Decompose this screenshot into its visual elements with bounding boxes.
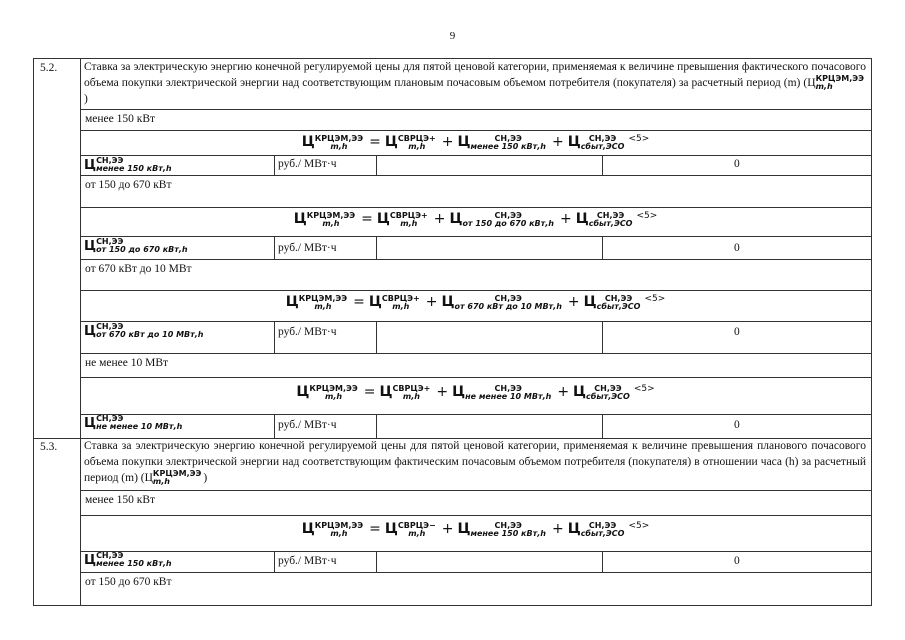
- value-cell: 0: [734, 158, 740, 170]
- unit-cell: руб./ МВт·ч: [278, 555, 337, 567]
- range-label: от 150 до 670 кВт: [85, 576, 172, 588]
- value-cell: 0: [734, 242, 740, 254]
- range-label: менее 150 кВт: [85, 494, 156, 506]
- value-cell: 0: [734, 419, 740, 431]
- section-description: Ставка за электрическую энергию конечной регулируемой цены для пятой ценовой категории, применяемая к величине превышения фактического почасового объема покупки электрической энергии над соответствующим плановым почасовым объемом потребителя (покупателя) за расчетный период (m) (Ц КРЦЭМ,ЭЭ m,h ): [84, 61, 866, 105]
- section-number: 5.2.: [40, 62, 58, 74]
- unit-cell: руб./ МВт·ч: [278, 242, 337, 254]
- range-label: не менее 10 МВт: [85, 357, 169, 369]
- row-symbol: Ц СН,ЭЭ от 670 кВт до 10 МВт,h: [84, 322, 204, 340]
- formula: Ц КРЦЭМ,ЭЭ m,h = Ц СВРЦЭ− m,h + Ц СН,ЭЭ менее 150 кВт,h + Ц СН,ЭЭ сбыт,ЭСО $^{<5>}$: [301, 520, 650, 538]
- row-symbol: Ц СН,ЭЭ менее 150 кВт,h: [84, 156, 172, 174]
- section-description: Ставка за электрическую энергию конечной регулируемой цены для пятой ценовой категории, применяемая к величине превышения планового почасового объема покупки электрической энергии над соответствующим фактическим почасовым объемом потребителя (покупателя) в отношении часа (h) за расчетный период (m) (Ц КРЦЭМ,ЭЭ m,h ): [84, 440, 866, 486]
- value-cell: 0: [734, 555, 740, 567]
- row-symbol: Ц СН,ЭЭ менее 150 кВт,h: [84, 551, 172, 569]
- value-cell: 0: [734, 326, 740, 338]
- row-symbol: Ц СН,ЭЭ не менее 10 МВт,h: [84, 414, 183, 432]
- unit-cell: руб./ МВт·ч: [278, 326, 337, 338]
- range-label: от 150 до 670 кВт: [85, 179, 172, 191]
- formula: Ц КРЦЭМ,ЭЭ m,h = Ц СВРЦЭ+ m,h + Ц СН,ЭЭ от 670 кВт до 10 МВт,h + Ц СН,ЭЭ сбыт,ЭСО $^{<5>}$: [285, 293, 666, 311]
- unit-cell: руб./ МВт·ч: [278, 419, 337, 431]
- formula: Ц КРЦЭМ,ЭЭ m,h = Ц СВРЦЭ+ m,h + Ц СН,ЭЭ не менее 10 МВт,h + Ц СН,ЭЭ сбыт,ЭСО $^{<5>}$: [296, 383, 655, 401]
- formula: Ц КРЦЭМ,ЭЭ m,h = Ц СВРЦЭ+ m,h + Ц СН,ЭЭ от 150 до 670 кВт,h + Ц СН,ЭЭ сбыт,ЭСО $^{<5>}$: [293, 210, 658, 228]
- unit-cell: руб./ МВт·ч: [278, 158, 337, 170]
- range-label: от 670 кВт до 10 МВт: [85, 263, 192, 275]
- page-number: 9: [449, 30, 456, 42]
- section-number: 5.3.: [40, 441, 58, 453]
- row-symbol: Ц СН,ЭЭ от 150 до 670 кВт,h: [84, 237, 188, 255]
- tariff-table: [33, 58, 872, 606]
- range-label: менее 150 кВт: [85, 113, 156, 125]
- formula: Ц КРЦЭМ,ЭЭ m,h = Ц СВРЦЭ+ m,h + Ц СН,ЭЭ менее 150 кВт,h + Ц СН,ЭЭ сбыт,ЭСО $^{<5>}$: [301, 133, 650, 151]
